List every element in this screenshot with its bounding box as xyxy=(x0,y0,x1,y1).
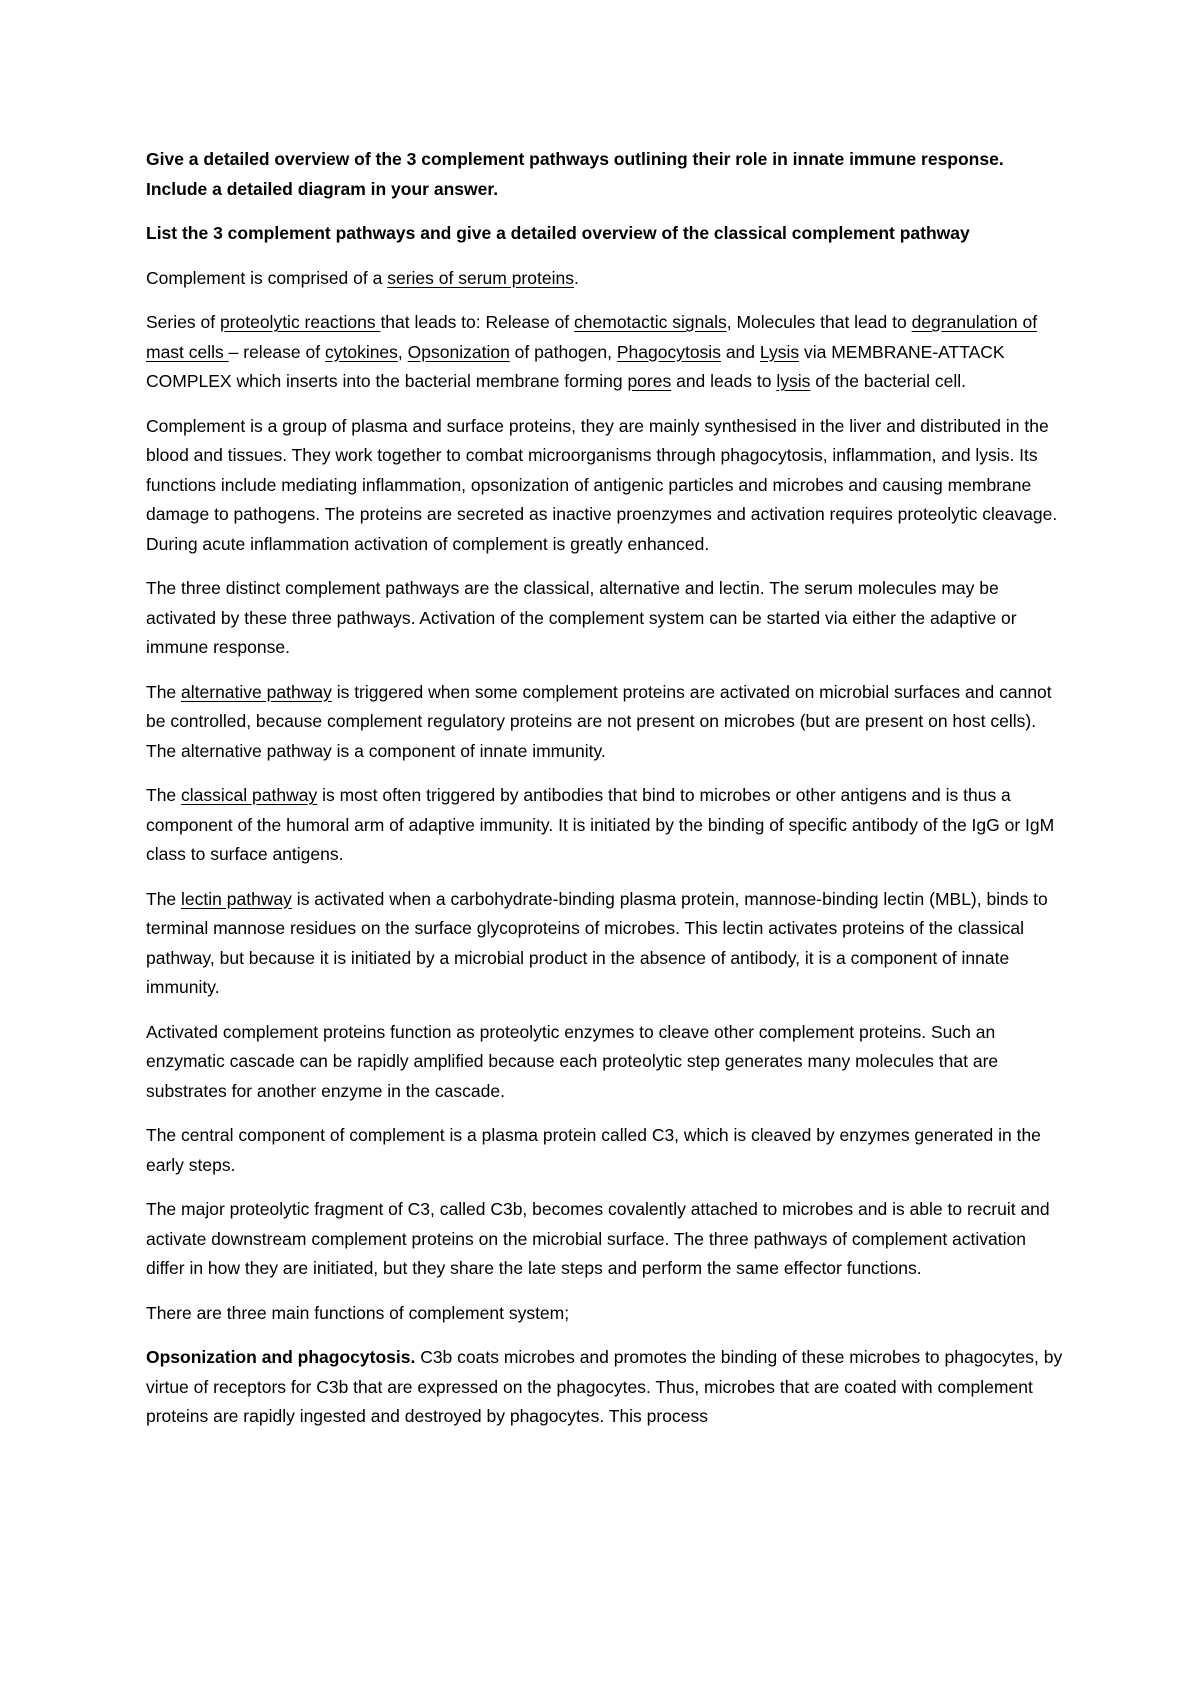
underlined-term: cytokines xyxy=(324,341,398,362)
text-run: List the 3 complement pathways and give a detailed overview of the classical complement pathway xyxy=(146,223,970,243)
text-run: and xyxy=(720,341,760,362)
sub-question-heading xyxy=(146,219,1066,249)
text-run: is activated when a carbohydrate-binding plasma protein, mannose-binding lectin (MBL), binds to terminal mannose residues on the surface glycoproteins of microbes. This lectin activates proteins of the classical pathway, but because it is initiated by a microbial product in the absence of antibody, it is a component of innate immunity. xyxy=(146,888,1048,997)
text-run: Activated complement proteins function as proteolytic enzymes to cleave other complement proteins. Such an enzymatic cascade can be rapidly amplified because each proteolytic step generates many molecules that are substrates for another enzyme in the cascade. xyxy=(146,1021,999,1101)
underlined-term: degranulation of mast cells xyxy=(146,312,1038,362)
text-run: – release of xyxy=(228,341,325,362)
document-body xyxy=(146,145,1066,1447)
underlined-term: classical pathway xyxy=(181,785,318,805)
text-run: Complement is a group of plasma and surface proteins, they are mainly synthesised in the liver and distributed in the blood and tissues. They work together to combat microorganisms through phagocytosis, inflammation, and lysis. Its functions include mediating inflammation, opsonization of antigenic particles and microbes and causing membrane damage to pathogens. The proteins are secreted as inactive proenzymes and activation requires proteolytic cleavage. During acute inflammation activation of complement is greatly enhanced. xyxy=(146,415,1058,554)
question-heading xyxy=(146,145,1066,204)
text-run: of pathogen, xyxy=(509,341,617,362)
text-run: that leads to: Release of xyxy=(380,312,575,332)
text-run: . xyxy=(573,267,579,288)
text-run: Give a detailed overview of the 3 complement pathways outlining their role in innate immune response. Include a detailed diagram in your answer. xyxy=(146,149,1004,199)
text-run: C3b coats microbes and promotes the binding of these microbes to phagocytes, by virtue of receptors for C3b that are expressed on the phagocytes. Thus, microbes that are coated with complement proteins are rapidly ingested and destroyed by phagocytes. This process xyxy=(146,1347,1063,1426)
paragraph-three-pathways xyxy=(146,574,1066,663)
text-run: , xyxy=(397,341,408,362)
underlined-term: proteolytic reactions xyxy=(219,312,381,332)
text-run: The three distinct complement pathways are the classical, alternative and lectin. The serum molecules may be activated by these three pathways. Activation of the complement system can be started via either the adaptive or immune response. xyxy=(146,578,1017,657)
paragraph-alternative-pathway xyxy=(146,678,1066,767)
text-run: and leads to xyxy=(671,371,777,391)
text-run: The major proteolytic fragment of C3, called C3b, becomes covalently attached to microbes and is able to recruit and activate downstream complement proteins on the microbial surface. The three pathways of complement activation differ in how they are initiated, but they share the late steps and perform the same effector functions. xyxy=(146,1199,1050,1278)
text-run: is most often triggered by antibodies that bind to microbes or other antigens and is thus a component of the humoral arm of adaptive immunity. It is initiated by the binding of specific antibody of the IgG or IgM class to surface antigens. xyxy=(146,785,1055,864)
bold-term: Opsonization and phagocytosis. xyxy=(146,1347,416,1367)
underlined-term: pores xyxy=(627,371,672,391)
paragraph-c3b-fragment xyxy=(146,1195,1066,1284)
paragraph-classical-pathway xyxy=(146,781,1066,870)
underlined-term: Opsonization xyxy=(407,341,510,362)
text-run: Complement is comprised of a xyxy=(146,267,388,288)
paragraph-complement-definition xyxy=(146,264,1066,294)
paragraph-main-functions xyxy=(146,1299,1066,1329)
text-run: , Molecules that lead to xyxy=(726,312,912,332)
text-run: The xyxy=(146,785,182,805)
text-run: is triggered when some complement proteins are activated on microbial surfaces and cannot be controlled, because complement regulatory proteins are not present on microbes (but are present on host cells). The alternative pathway is a component of innate immunity. xyxy=(146,681,1052,761)
text-run: There are three main functions of complement system; xyxy=(146,1302,570,1323)
underlined-term: Lysis xyxy=(759,341,800,362)
text-run: via MEMBRANE-ATTACK COMPLEX which inserts into the bacterial membrane forming xyxy=(146,341,1005,391)
underlined-term: series of serum proteins xyxy=(387,267,574,288)
text-run: The xyxy=(146,888,182,909)
text-run: of the bacterial cell. xyxy=(810,371,966,391)
underlined-term: lysis xyxy=(776,371,811,391)
text-run: Series of xyxy=(146,312,220,332)
underlined-term: Phagocytosis xyxy=(616,341,721,362)
paragraph-proteolytic-reactions xyxy=(146,308,1066,397)
paragraph-lectin-pathway xyxy=(146,885,1066,1003)
underlined-term: alternative pathway xyxy=(181,681,332,702)
paragraph-complement-overview xyxy=(146,412,1066,560)
paragraph-enzymatic-cascade xyxy=(146,1018,1066,1107)
text-run: The central component of complement is a plasma protein called C3, which is cleaved by enzymes generated in the early steps. xyxy=(146,1125,1041,1175)
underlined-term: chemotactic signals xyxy=(574,312,727,332)
paragraph-c3-component xyxy=(146,1121,1066,1180)
paragraph-opsonization xyxy=(146,1343,1066,1432)
underlined-term: lectin pathway xyxy=(181,888,292,909)
text-run: The xyxy=(146,681,182,702)
